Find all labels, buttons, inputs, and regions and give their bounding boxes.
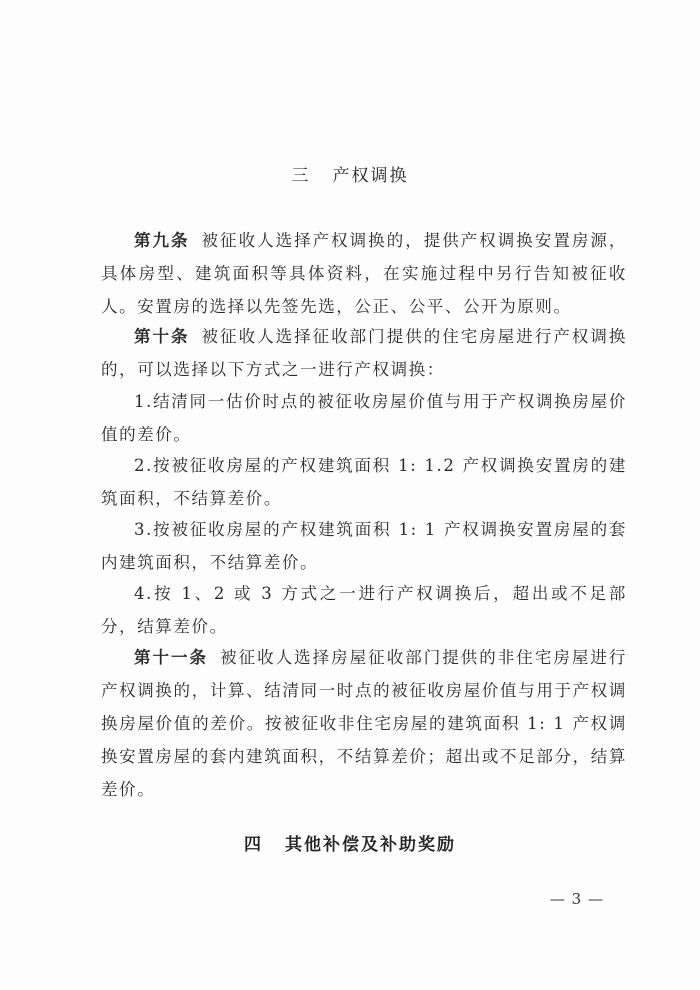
paragraph-text: 被征收人选择房屋征收部门提供的非住宅房屋进行产权调换的，计算、结清同一时点的被征收房屋价值与用于产权调换房屋价值的差价。按被征收非住宅房屋的建筑面积 1: 1 产权调换安置房屋的套内建筑面积，不结算差价；超出或不足部分，结算差价。 [101, 648, 627, 799]
option-3-block [101, 513, 627, 579]
option-2-block [101, 449, 627, 515]
paragraph [101, 385, 627, 451]
article-label: 第九条 [134, 231, 190, 250]
page-number: — 3 — [549, 890, 604, 908]
article-10-block [101, 320, 627, 386]
section-number: 四 [244, 835, 263, 855]
paragraph-text: 4.按 1、2 或 3 方式之一进行产权调换后，超出或不足部分，结算差价。 [101, 584, 627, 636]
article-9-block [101, 224, 627, 323]
paragraph [101, 641, 627, 806]
article-11-block [101, 641, 627, 806]
paragraph-text: 3.按被征收房屋的产权建筑面积 1: 1 产权调换安置房屋的套内建筑面积，不结算差价。 [101, 520, 627, 572]
paragraph [101, 513, 627, 579]
paragraph [101, 224, 627, 323]
section-heading-4 [0, 830, 700, 855]
article-label: 第十一条 [134, 648, 209, 667]
paragraph-text: 2.按被征收房屋的产权建筑面积 1: 1.2 产权调换安置房的建筑面积，不结算差价。 [101, 456, 627, 508]
paragraph [101, 577, 627, 643]
section-title: 其他补偿及补助奖励 [285, 835, 456, 855]
option-4-block [101, 577, 627, 643]
paragraph [101, 320, 627, 386]
section-number: 三 [291, 166, 311, 186]
paragraph [101, 449, 627, 515]
article-label: 第十条 [134, 327, 190, 346]
paragraph-text: 1.结清同一估价时点的被征收房屋价值与用于产权调换房屋价值的差价。 [101, 392, 627, 444]
option-1-block [101, 385, 627, 451]
paragraph-text: 被征收人选择征收部门提供的住宅房屋进行产权调换的，可以选择以下方式之一进行产权调换： [101, 327, 627, 379]
section-title: 产权调换 [332, 166, 409, 186]
paragraph-text: 被征收人选择产权调换的，提供产权调换安置房源，具体房型、建筑面积等具体资料，在实施过程中另行告知被征收人。安置房的选择以先签先选，公正、公平、公开为原则。 [101, 231, 627, 316]
section-heading-3 [0, 161, 700, 186]
